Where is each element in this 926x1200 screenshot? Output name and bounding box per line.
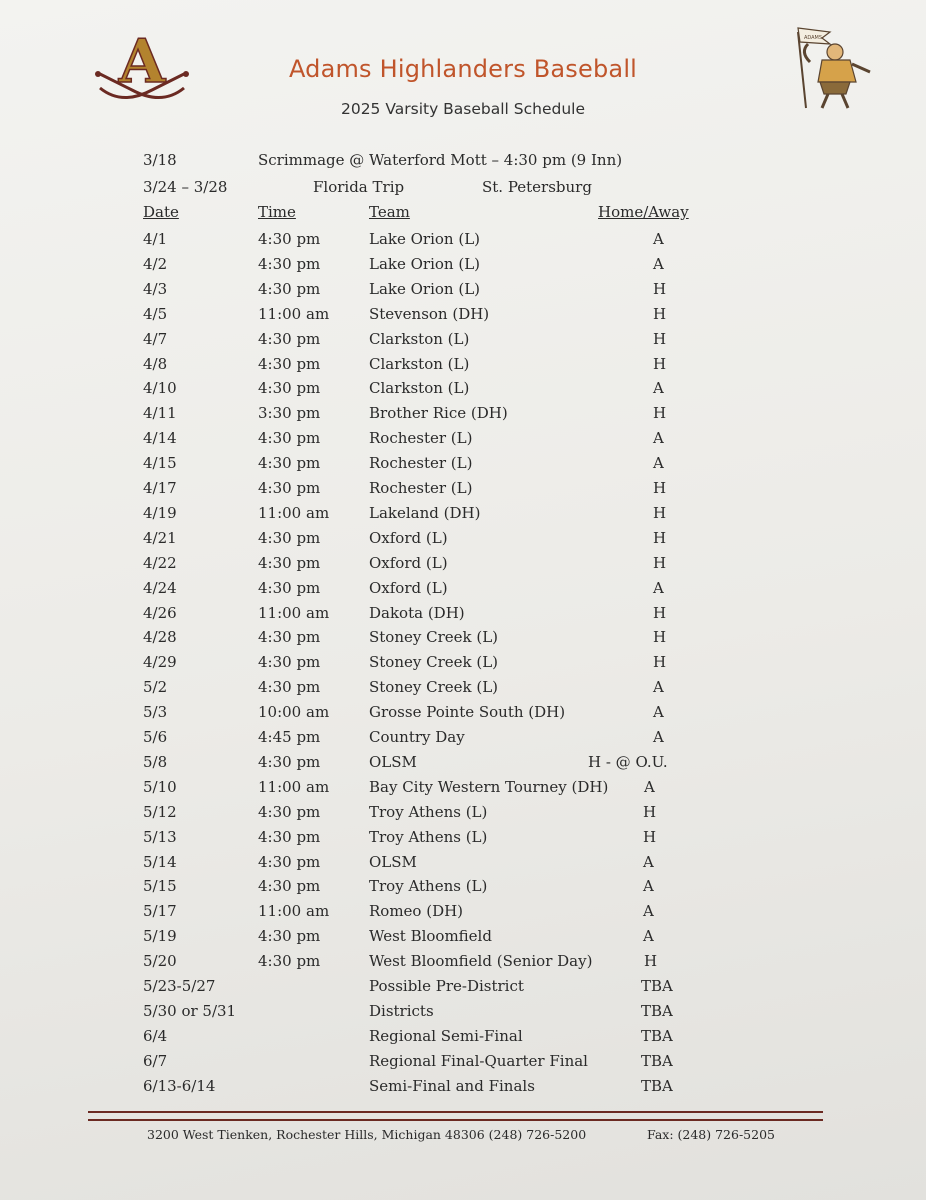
game-team: West Bloomfield <box>369 927 492 946</box>
game-team: Lake Orion (L) <box>369 279 481 298</box>
table-row <box>0 255 926 279</box>
game-time: 11:00 am <box>258 503 330 522</box>
footer-divider <box>88 1111 823 1121</box>
game-time: 4:30 pm <box>258 279 321 298</box>
scrimmage-date: 3/18 <box>143 151 177 169</box>
game-team: Grosse Pointe South (DH) <box>369 703 566 722</box>
table-row <box>0 454 926 478</box>
game-date: 5/19 <box>143 927 177 946</box>
table-row <box>0 678 926 702</box>
game-home-away: H <box>653 503 667 522</box>
game-time: 4:30 pm <box>258 230 321 248</box>
game-team: Rochester (L) <box>369 479 473 497</box>
game-time: 11:00 am <box>258 603 330 622</box>
table-row <box>0 429 926 453</box>
game-home-away: H <box>653 603 667 622</box>
game-team: Bay City Western Tourney (DH) <box>369 777 609 796</box>
game-home-away: H <box>653 553 667 572</box>
table-row <box>0 404 926 428</box>
game-home-away: H <box>653 354 667 373</box>
game-date: 4/19 <box>143 503 177 522</box>
florida-trip-location: St. Petersburg <box>482 178 592 196</box>
game-time: 4:30 pm <box>258 877 321 896</box>
game-team: Clarkston (L) <box>369 354 470 373</box>
schedule-subtitle: 2025 Varsity Baseball Schedule <box>340 100 586 118</box>
game-date: 4/17 <box>143 479 177 497</box>
table-row <box>0 977 926 1001</box>
game-date: 4/1 <box>143 230 168 248</box>
table-row <box>0 753 926 777</box>
game-time: 4:30 pm <box>258 528 321 547</box>
game-home-away: TBA <box>641 1051 673 1070</box>
table-row <box>0 803 926 827</box>
game-time: 4:30 pm <box>258 578 321 597</box>
game-home-away: TBA <box>641 1026 673 1045</box>
game-date: 5/6 <box>143 728 168 746</box>
game-team: Semi-Final and Finals <box>369 1076 535 1095</box>
game-home-away: A <box>653 254 664 273</box>
game-date: 4/26 <box>143 603 177 622</box>
game-team: Stevenson (DH) <box>369 304 490 323</box>
game-team: Stoney Creek (L) <box>369 678 499 697</box>
table-row <box>0 330 926 354</box>
game-home-away: A <box>653 379 664 398</box>
game-home-away: A <box>653 703 664 722</box>
florida-trip-date: 3/24 – 3/28 <box>143 178 228 196</box>
table-row <box>0 554 926 578</box>
game-team: Rochester (L) <box>369 454 473 473</box>
game-time: 4:30 pm <box>258 852 321 871</box>
game-team: Districts <box>369 1001 434 1020</box>
game-team: Country Day <box>369 728 465 746</box>
table-row <box>0 1027 926 1051</box>
game-time: 4:30 pm <box>258 952 321 971</box>
game-date: 5/20 <box>143 952 177 971</box>
game-time: 4:45 pm <box>258 728 321 746</box>
scrimmage-text: Scrimmage @ Waterford Mott – 4:30 pm (9 Inn) <box>258 151 623 169</box>
table-row <box>0 280 926 304</box>
game-team: Regional Final-Quarter Final <box>369 1051 588 1070</box>
florida-trip-label: Florida Trip <box>313 178 405 196</box>
table-row <box>0 230 926 254</box>
game-home-away: A <box>643 877 654 896</box>
table-row <box>0 479 926 503</box>
game-time: 4:30 pm <box>258 254 321 273</box>
logo-letter: A <box>118 30 166 97</box>
game-time: 4:30 pm <box>258 678 321 697</box>
table-row <box>0 703 926 727</box>
game-home-away: H <box>653 479 667 497</box>
table-row <box>0 604 926 628</box>
game-home-away: H - @ O.U. <box>588 752 668 771</box>
game-time: 4:30 pm <box>258 827 321 846</box>
game-date: 6/13-6/14 <box>143 1076 216 1095</box>
game-date: 4/14 <box>143 429 177 448</box>
game-date: 4/21 <box>143 528 177 547</box>
game-home-away: H <box>653 404 667 423</box>
game-home-away: A <box>643 902 654 921</box>
game-team: Lake Orion (L) <box>369 230 481 248</box>
table-row <box>0 628 926 652</box>
game-home-away: A <box>653 678 664 697</box>
game-date: 4/15 <box>143 454 177 473</box>
game-date: 4/7 <box>143 329 168 348</box>
game-home-away: A <box>643 852 654 871</box>
game-time: 3:30 pm <box>258 404 321 423</box>
game-date: 5/13 <box>143 827 177 846</box>
game-time: 4:30 pm <box>258 454 321 473</box>
table-row <box>0 1077 926 1101</box>
game-home-away: A <box>653 578 664 597</box>
game-time: 10:00 am <box>258 703 330 722</box>
game-date: 4/22 <box>143 553 177 572</box>
table-row <box>0 728 926 752</box>
game-home-away: A <box>653 230 664 248</box>
game-date: 5/14 <box>143 852 177 871</box>
game-team: Troy Athens (L) <box>369 802 488 821</box>
table-row <box>0 927 926 951</box>
game-date: 4/5 <box>143 304 168 323</box>
game-time: 4:30 pm <box>258 653 321 672</box>
footer-fax: Fax: (248) 726-5205 <box>647 1127 775 1142</box>
game-time: 4:30 pm <box>258 329 321 348</box>
column-header-time: Time <box>258 203 296 221</box>
game-date: 5/12 <box>143 802 177 821</box>
game-date: 4/11 <box>143 404 177 423</box>
game-date: 4/28 <box>143 628 177 647</box>
game-date: 5/23-5/27 <box>143 977 216 995</box>
game-team: OLSM <box>369 752 417 771</box>
table-row <box>0 902 926 926</box>
game-team: Dakota (DH) <box>369 603 465 622</box>
game-team: Troy Athens (L) <box>369 827 488 846</box>
game-team: Stoney Creek (L) <box>369 628 499 647</box>
game-home-away: H <box>644 952 658 971</box>
table-row <box>0 853 926 877</box>
game-team: Lake Orion (L) <box>369 254 481 273</box>
game-time: 4:30 pm <box>258 429 321 448</box>
game-team: Clarkston (L) <box>369 329 470 348</box>
game-team: Clarkston (L) <box>369 379 470 398</box>
table-row <box>0 877 926 901</box>
game-home-away: A <box>644 777 655 796</box>
game-date: 4/24 <box>143 578 177 597</box>
game-time: 4:30 pm <box>258 379 321 398</box>
game-date: 4/10 <box>143 379 177 398</box>
footer-address: 3200 West Tienken, Rochester Hills, Michigan 48306 (248) 726-5200 <box>147 1127 587 1142</box>
game-date: 4/2 <box>143 254 168 273</box>
table-row <box>0 952 926 976</box>
game-team: West Bloomfield (Senior Day) <box>369 952 593 971</box>
game-home-away: A <box>653 454 664 473</box>
game-date: 4/29 <box>143 653 177 672</box>
game-time: 4:30 pm <box>258 553 321 572</box>
game-home-away: H <box>653 279 667 298</box>
game-home-away: H <box>643 827 657 846</box>
game-time: 4:30 pm <box>258 927 321 946</box>
game-time: 4:30 pm <box>258 479 321 497</box>
game-team: Brother Rice (DH) <box>369 404 508 423</box>
game-date: 6/7 <box>143 1051 168 1070</box>
table-row <box>0 579 926 603</box>
game-time: 4:30 pm <box>258 628 321 647</box>
game-date: 5/15 <box>143 877 177 896</box>
table-row <box>0 529 926 553</box>
game-date: 4/3 <box>143 279 168 298</box>
game-home-away: A <box>643 927 654 946</box>
game-home-away: H <box>653 528 667 547</box>
game-home-away: TBA <box>641 977 673 995</box>
game-team: Troy Athens (L) <box>369 877 488 896</box>
game-home-away: H <box>653 304 667 323</box>
game-home-away: H <box>643 802 657 821</box>
mascot-flag-text: ADAMS <box>803 35 823 41</box>
game-home-away: A <box>653 429 664 448</box>
table-row <box>0 653 926 677</box>
game-team: Oxford (L) <box>369 553 448 572</box>
game-time: 4:30 pm <box>258 752 321 771</box>
game-date: 5/2 <box>143 678 168 697</box>
game-team: OLSM <box>369 852 417 871</box>
game-time: 4:30 pm <box>258 354 321 373</box>
game-team: Rochester (L) <box>369 429 473 448</box>
game-date: 5/8 <box>143 752 168 771</box>
table-row <box>0 379 926 403</box>
table-row <box>0 504 926 528</box>
game-date: 5/17 <box>143 902 177 921</box>
table-row <box>0 305 926 329</box>
page-title: Adams Highlanders Baseball <box>288 55 638 83</box>
column-header-team: Team <box>369 203 410 221</box>
column-header-home-away: Home/Away <box>598 203 689 221</box>
game-time: 11:00 am <box>258 902 330 921</box>
game-date: 4/8 <box>143 354 168 373</box>
game-team: Oxford (L) <box>369 578 448 597</box>
table-row <box>0 1052 926 1076</box>
game-home-away: H <box>653 653 667 672</box>
table-row <box>0 828 926 852</box>
column-header-date: Date <box>143 203 179 221</box>
game-date: 6/4 <box>143 1026 168 1045</box>
game-home-away: TBA <box>641 1001 673 1020</box>
table-row <box>0 778 926 802</box>
game-time: 11:00 am <box>258 777 330 796</box>
game-team: Stoney Creek (L) <box>369 653 499 672</box>
game-team: Lakeland (DH) <box>369 503 481 522</box>
table-row <box>0 1002 926 1026</box>
game-team: Possible Pre-District <box>369 977 524 995</box>
game-home-away: TBA <box>641 1076 673 1095</box>
game-home-away: H <box>653 329 667 348</box>
game-date: 5/30 or 5/31 <box>143 1001 237 1020</box>
game-date: 5/3 <box>143 703 168 722</box>
game-team: Romeo (DH) <box>369 902 464 921</box>
game-team: Regional Semi-Final <box>369 1026 523 1045</box>
table-row <box>0 355 926 379</box>
game-team: Oxford (L) <box>369 528 448 547</box>
game-home-away: H <box>653 628 667 647</box>
game-date: 5/10 <box>143 777 177 796</box>
game-time: 11:00 am <box>258 304 330 323</box>
game-home-away: A <box>653 728 664 746</box>
game-time: 4:30 pm <box>258 802 321 821</box>
